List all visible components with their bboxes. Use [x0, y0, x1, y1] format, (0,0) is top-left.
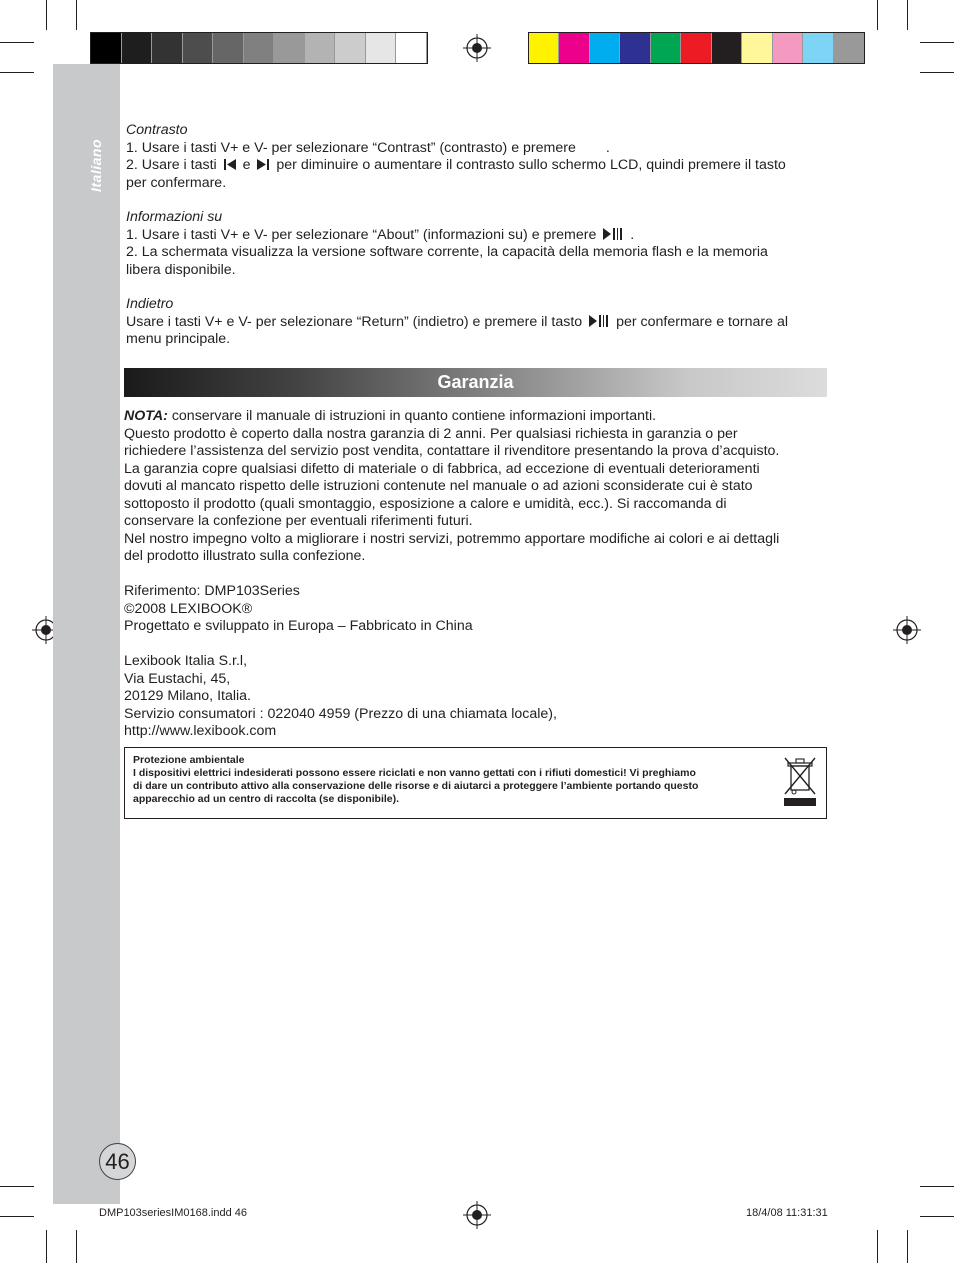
crop-mark: [907, 0, 908, 30]
made-in: Progettato e sviluppato in Europa – Fabbricato in China: [124, 618, 473, 634]
calibration-swatch: [712, 33, 742, 63]
play-pause-button-icon: [588, 314, 610, 328]
note-label: NOTA:: [124, 408, 168, 424]
about-step-1-end: .: [630, 226, 635, 243]
back-section: [126, 296, 826, 349]
contrast-section: [126, 122, 826, 192]
footer-file: DMP103seriesIM0168.indd 46: [99, 1207, 247, 1219]
registration-mark-icon: [463, 34, 491, 62]
contrast-step-1-end: .: [605, 139, 610, 156]
calibration-swatch: [122, 33, 153, 63]
contrast-step-2: [126, 157, 826, 175]
contrast-step-1: [126, 140, 826, 158]
crop-mark: [0, 42, 34, 43]
environment-text: [133, 754, 773, 806]
crop-mark: [920, 1216, 954, 1217]
calibration-swatch: [91, 33, 122, 63]
crop-mark: [920, 1186, 954, 1187]
calibration-swatch: [529, 33, 559, 63]
about-step-1-text: 1. Usare i tasti V+ e V- per selezionare “About” (informazioni su) e premere: [126, 226, 597, 243]
calibration-swatch: [773, 33, 803, 63]
about-step-2-cont: libera disponibile.: [126, 261, 236, 278]
about-section: [126, 209, 826, 279]
crop-mark: [46, 1230, 47, 1263]
calibration-swatch: [213, 33, 244, 63]
play-pause-button-icon: [602, 227, 624, 241]
company-city: 20129 Milano, Italia.: [124, 688, 251, 704]
warranty-line: La garanzia copre qualsiasi difetto di materiale o di fabbrica, ad eccezione di eventuali deterioramenti: [124, 460, 760, 477]
next-button-icon: [256, 158, 270, 171]
back-line-1-text: Usare i tasti V+ e V- per selezionare “Return” (indietro) e premere il tasto: [126, 313, 583, 330]
calibration-swatch: [620, 33, 650, 63]
warranty-line: del prodotto illustrato sulla confezione.: [124, 548, 366, 564]
back-heading: Indietro: [126, 296, 174, 312]
warranty-note: [124, 408, 829, 426]
calibration-swatch: [559, 33, 589, 63]
calibration-swatch: [366, 33, 397, 63]
crop-mark: [46, 0, 47, 30]
warranty-title: Garanzia: [437, 372, 514, 392]
environment-line: I dispositivi elettrici indesiderati possono essere riciclati e non vanno gettati con i rifiuti domestici! Vi preghiamo: [133, 767, 696, 779]
language-label: Italiano: [88, 138, 104, 192]
calibration-swatch: [651, 33, 681, 63]
footer-date: 18/4/08 11:31:31: [746, 1207, 828, 1219]
calibration-swatch: [152, 33, 183, 63]
weee-crossed-bin-icon: [782, 756, 818, 810]
warranty-line: Nel nostro impegno volto a migliorare i nostri servizi, potremmo apportare modifiche ai colori e ai dettagli: [124, 530, 780, 547]
back-line-1: [126, 314, 826, 332]
registration-mark-icon: [893, 616, 921, 644]
back-line-1-rest: per confermare e tornare al: [616, 313, 788, 330]
calibration-swatch: [274, 33, 305, 63]
environment-line: apparecchio ad un centro di raccolta (se disponibile).: [133, 793, 400, 805]
contrast-heading: Contrasto: [126, 122, 188, 138]
copyright: ©2008 LEXIBOOK®: [124, 600, 253, 617]
calibration-swatch: [803, 33, 833, 63]
calibration-swatch: [681, 33, 711, 63]
gray-calibration-bar: [90, 32, 428, 64]
contrast-step-2-and: e: [242, 157, 251, 173]
crop-mark: [76, 0, 77, 30]
warranty-line: sottoposto il prodotto (quali smontaggio, esposizione a calore e umidità, ecc.). Si raccomanda di: [124, 495, 727, 512]
contrast-step-2-cont: per confermare.: [126, 174, 227, 191]
calibration-swatch: [742, 33, 772, 63]
note-text: conservare il manuale di istruzioni in quanto contiene informazioni importanti.: [171, 408, 657, 424]
reference: Riferimento: DMP103Series: [124, 583, 300, 599]
company-street: Via Eustachi, 45,: [124, 670, 231, 687]
crop-mark: [0, 72, 34, 73]
calibration-swatch: [183, 33, 214, 63]
crop-mark: [76, 1230, 77, 1263]
company-name: Lexibook Italia S.r.l,: [124, 653, 248, 669]
warranty-line: conservare la confezione per eventuali riferimenti futuri.: [124, 513, 473, 529]
warranty-body: [124, 408, 829, 741]
contrast-step-1-text: 1. Usare i tasti V+ e V- per selezionare “Contrast” (contrasto) e premere: [126, 139, 576, 156]
language-sidebar: [53, 64, 120, 1204]
crop-mark: [920, 42, 954, 43]
calibration-swatch: [335, 33, 366, 63]
warranty-line: dovuti al mancato rispetto delle istruzioni contenute nel manuale o ad azioni sconsiderate cui è stato: [124, 478, 753, 494]
page-number: 46: [99, 1143, 136, 1180]
website-link[interactable]: http://www.lexibook.com: [124, 723, 277, 739]
about-heading: Informazioni su: [126, 209, 223, 225]
calibration-swatch: [834, 33, 864, 63]
contrast-step-2-text: 2. Usare i tasti: [126, 157, 217, 173]
crop-mark: [0, 1186, 34, 1187]
color-calibration-bar: [528, 32, 865, 64]
registration-mark-icon: [463, 1201, 491, 1229]
warranty-line: Questo prodotto è coperto dalla nostra garanzia di 2 anni. Per qualsiasi richiesta in garanzia o per: [124, 425, 738, 442]
calibration-swatch: [305, 33, 336, 63]
crop-mark: [877, 0, 878, 30]
environment-line: di dare un contributo attivo alla conservazione delle risorse e di aiutarci a proteggere l’ambiente portando questo: [133, 780, 699, 792]
back-line-2: menu principale.: [126, 331, 231, 347]
warranty-line: richiedere l’assistenza del servizio post vendita, contattare il rivenditore presentando la prova d’acquisto.: [124, 443, 780, 459]
calibration-swatch: [396, 33, 427, 63]
calibration-swatch: [590, 33, 620, 63]
previous-button-icon: [223, 158, 237, 171]
crop-mark: [907, 1230, 908, 1263]
about-step-1: [126, 227, 826, 245]
calibration-swatch: [244, 33, 275, 63]
about-step-2: 2. La schermata visualizza la versione software corrente, la capacità della memoria flash e la memoria: [126, 244, 768, 260]
crop-mark: [877, 1230, 878, 1263]
crop-mark: [0, 1216, 34, 1217]
contrast-step-2-rest: per diminuire o aumentare il contrasto sullo schermo LCD, quindi premere il tasto: [276, 157, 786, 173]
crop-mark: [920, 72, 954, 73]
customer-service: Servizio consumatori : 022040 4959 (Prezzo di una chiamata locale),: [124, 705, 557, 722]
environment-title: Protezione ambientale: [133, 754, 245, 766]
